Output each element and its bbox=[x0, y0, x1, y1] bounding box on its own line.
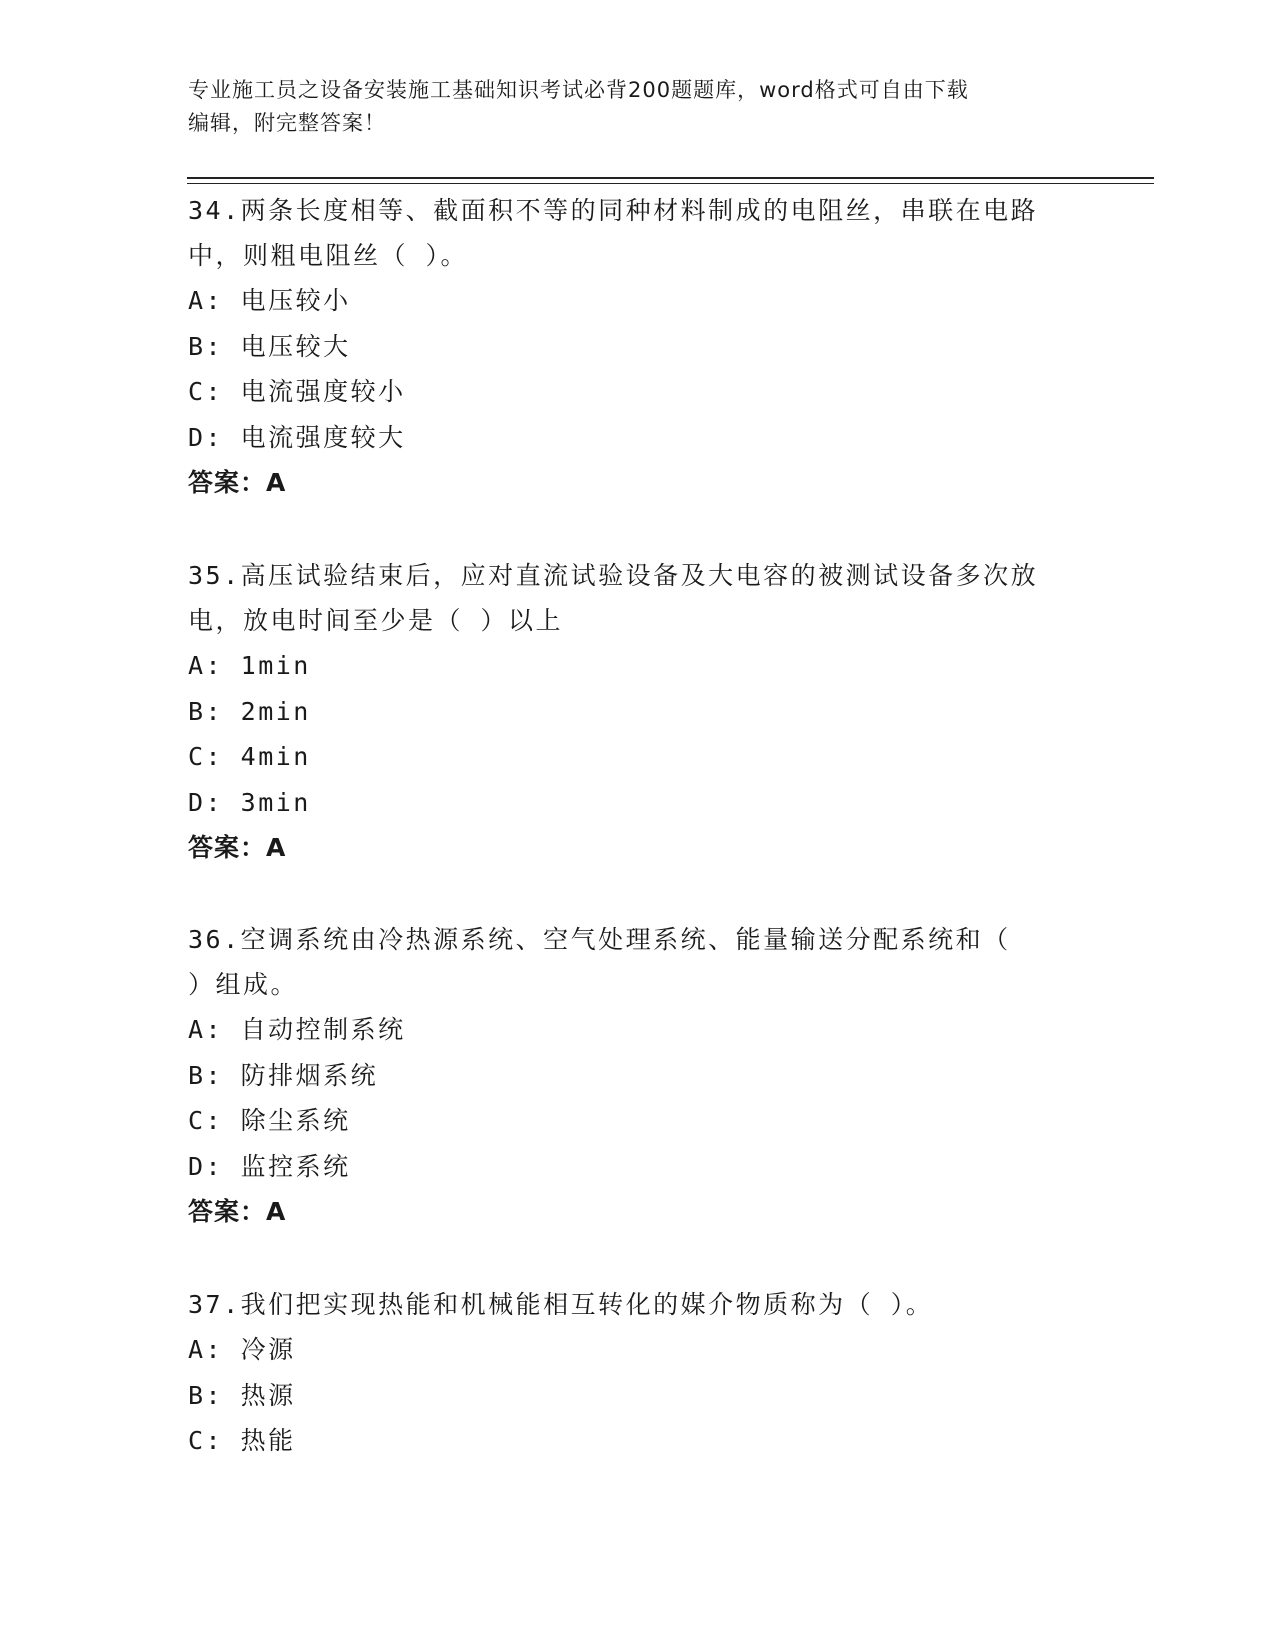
question-stem-line: 35.高压试验结束后，应对直流试验设备及大电容的被测试设备多次放 bbox=[188, 561, 1039, 590]
header-divider-top bbox=[187, 177, 1154, 179]
option-d: D: 监控系统 bbox=[188, 1151, 351, 1181]
option-c: C: 热能 bbox=[188, 1426, 296, 1455]
option-b: B: 热源 bbox=[188, 1380, 296, 1410]
option-b: B: 电压较大 bbox=[188, 331, 351, 361]
question-stem-line: 36.空调系统由冷热源系统、空气处理系统、能量输送分配系统和（ bbox=[188, 925, 1011, 954]
answer-label: 答案：A bbox=[188, 468, 287, 497]
option-b: B: 防排烟系统 bbox=[188, 1060, 379, 1090]
option-a: A: 1min bbox=[188, 651, 311, 680]
option-c: C: 4min bbox=[188, 742, 311, 771]
answer-label: 答案：A bbox=[188, 1197, 287, 1226]
question-stem-line: 34.两条长度相等、截面积不等的同种材料制成的电阻丝，串联在电路 bbox=[188, 196, 1039, 225]
question-35 bbox=[188, 553, 1088, 870]
question-stem-line: 37.我们把实现热能和机械能相互转化的媒介物质称为（ ）。 bbox=[188, 1290, 934, 1319]
question-34 bbox=[188, 188, 1088, 505]
question-37 bbox=[188, 1282, 1088, 1464]
question-stem-line: ）组成。 bbox=[188, 970, 299, 999]
option-b: B: 2min bbox=[188, 696, 311, 726]
option-a: A: 自动控制系统 bbox=[188, 1015, 406, 1044]
option-a: A: 冷源 bbox=[188, 1335, 296, 1364]
question-stem-line: 中，则粗电阻丝（ ）。 bbox=[188, 241, 469, 270]
option-a: A: 电压较小 bbox=[188, 286, 351, 315]
option-d: D: 电流强度较大 bbox=[188, 422, 406, 452]
answer-label: 答案：A bbox=[188, 833, 287, 862]
header-line-2: 编辑，附完整答案！ bbox=[188, 111, 386, 135]
question-stem-line: 电，放电时间至少是（ ）以上 bbox=[188, 606, 564, 635]
question-36 bbox=[188, 917, 1088, 1234]
document-header bbox=[188, 74, 1088, 140]
option-d: D: 3min bbox=[188, 787, 311, 817]
header-divider-bottom bbox=[187, 183, 1154, 184]
header-line-1: 专业施工员之设备安装施工基础知识考试必背200题题库，word格式可自由下载 bbox=[188, 78, 969, 102]
option-c: C: 电流强度较小 bbox=[188, 377, 406, 406]
option-c: C: 除尘系统 bbox=[188, 1106, 351, 1135]
